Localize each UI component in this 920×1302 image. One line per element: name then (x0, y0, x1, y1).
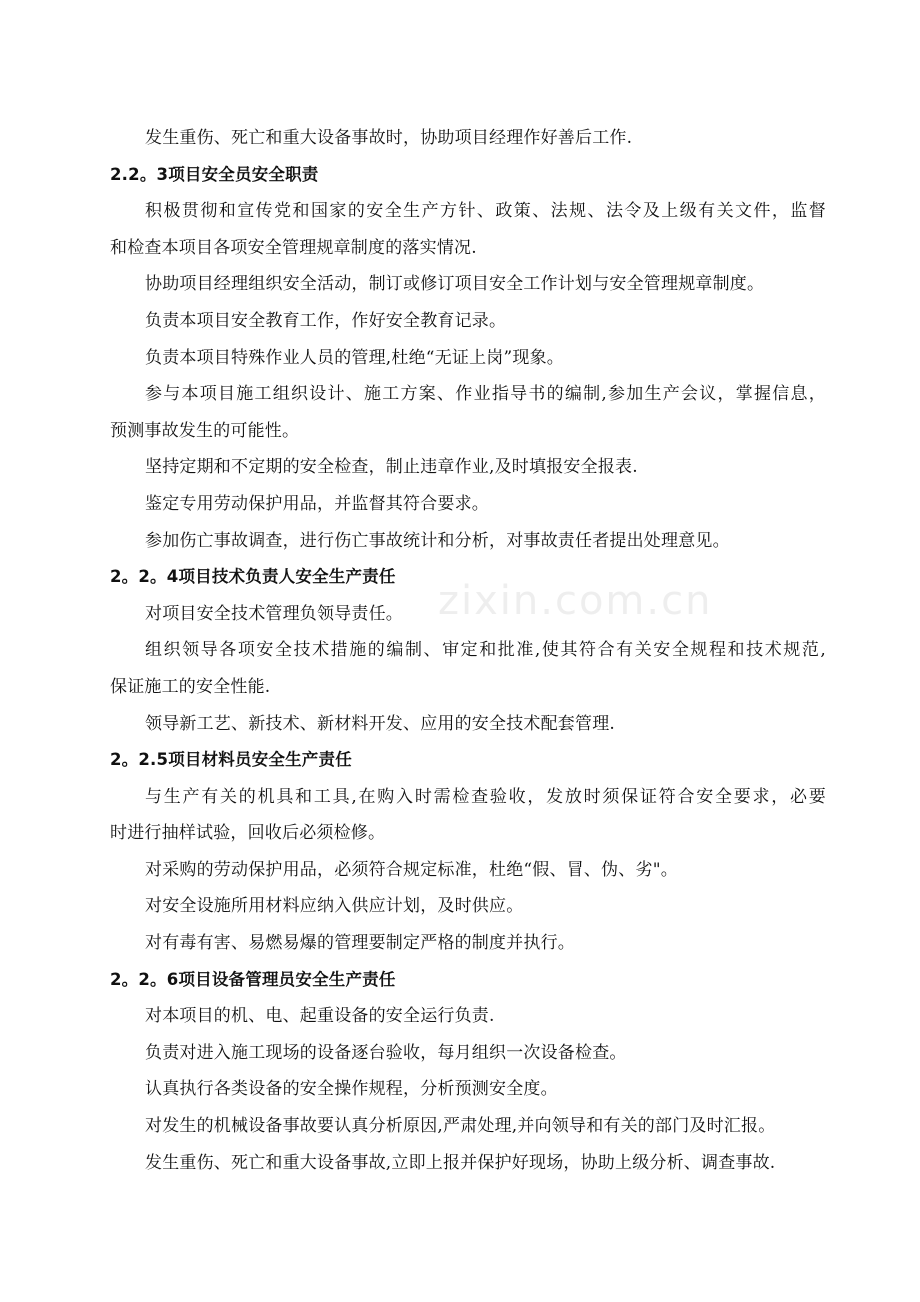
section-heading: 2。2.5项目材料员安全生产责任 (110, 750, 352, 770)
paragraph-line: 对本项目的机、电、起重设备的安全运行负责. (145, 1006, 495, 1027)
paragraph-line: 发生重伤、死亡和重大设备事故时，协助项目经理作好善后工作. (145, 128, 633, 148)
section-heading: 2。2。6项目设备管理员安全生产责任 (110, 969, 396, 989)
paragraph-line: 积极贯彻和宣传党和国家的安全生产方针、政策、法规、法令及上级有关文件，监督 (145, 201, 826, 222)
paragraph-line: 对安全设施所用材料应纳入供应计划，及时供应。 (145, 896, 524, 917)
paragraph-line: 鉴定专用劳动保护用品，并监督其符合要求。 (145, 493, 489, 514)
paragraph-line: 负责对进入施工现场的设备逐台验收，每月组织一次设备检查。 (145, 1042, 627, 1063)
document-body (110, 120, 826, 1181)
paragraph-line: 组织领导各项安全技术措施的编制、审定和批准,使其符合有关安全规程和技术规范, (145, 640, 826, 661)
section-heading: 2.2。3项目安全员安全职责 (110, 164, 319, 184)
paragraph-line: 认真执行各类设备的安全操作规程，分析预测安全度。 (145, 1079, 558, 1100)
paragraph-line: 坚持定期和不定期的安全检查，制止违章作业,及时填报安全报表. (145, 457, 638, 478)
paragraph-line: 负责本项目安全教育工作，作好安全教育记录。 (145, 310, 507, 331)
paragraph-line: 协助项目经理组织安全活动，制订或修订项目安全工作计划与安全管理规章制度。 (145, 274, 765, 295)
paragraph-line: 对项目安全技术管理负领导责任。 (145, 603, 403, 624)
paragraph-continuation: 保证施工的安全性能. (110, 676, 271, 697)
paragraph-line: 领导新工艺、新技术、新材料开发、应用的安全技术配套管理. (145, 713, 616, 734)
paragraph-line: 参加伤亡事故调查，进行伤亡事故统计和分析，对事故责任者提出处理意见。 (145, 530, 730, 551)
paragraph-line: 发生重伤、死亡和重大设备事故,立即上报并保护好现场，协助上级分析、调查事故. (145, 1152, 776, 1173)
section-heading: 2。2。4项目技术负责人安全生产责任 (110, 567, 396, 587)
paragraph-continuation: 时进行抽样试验，回收后必须检修。 (110, 823, 386, 844)
paragraph-line: 与生产有关的机具和工具,在购入时需检查验收，发放时须保证符合安全要求，必要 (145, 786, 826, 807)
paragraph-line: 对采购的劳动保护用品，必须符合规定标准，杜绝“假、冒、伪、劣"。 (145, 859, 678, 880)
paragraph-line: 对发生的机械设备事故要认真分析原因,严肃处理,并向领导和有关的部门及时汇报。 (145, 1116, 776, 1137)
paragraph-line: 负责本项目特殊作业人员的管理,杜绝“无证上岗”现象。 (145, 347, 564, 368)
paragraph-line: 对有毒有害、易燃易爆的管理要制定严格的制度并执行。 (145, 933, 575, 954)
paragraph-continuation: 预测事故发生的可能性。 (110, 420, 300, 441)
paragraph-continuation: 和检查本项目各项安全管理规章制度的落实情况. (110, 237, 477, 258)
paragraph-line: 参与本项目施工组织设计、施工方案、作业指导书的编制,参加生产会议，掌握信息， (145, 384, 826, 405)
watermark: zixin.com.cn (438, 578, 713, 624)
